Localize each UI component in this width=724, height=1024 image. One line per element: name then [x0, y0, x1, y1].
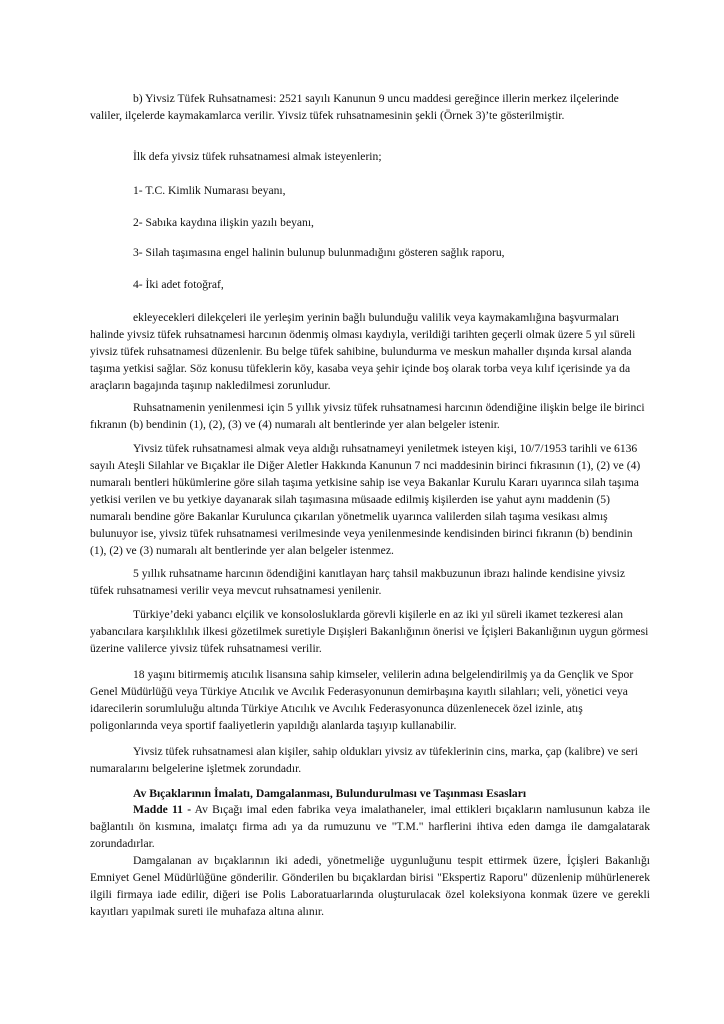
requirement-item-1 [133, 182, 693, 199]
requirement-item-3 [133, 244, 693, 261]
article-11 [90, 801, 650, 852]
paragraph-text: 18 yaşını bitirmemiş atıcılık lisansına sahip kimseler, velilerin adına belgelendirilmiş ya da Gençlik ve Spor Genel Müdürlüğü veya Türkiye Atıcılık ve Avcılık Federasyonunun demirbaşına kayıtlı silahları; veli, yönetici veya idarecilerin sorumluluğu altında Türkiye Atıcılık ve Avcılık Federasyonunca düzenlenecek özel izinle, atış poligonlarında veya sportif faaliyetlerin yapıldığı alanlarda taşıyıp kullanabilir. [90, 668, 634, 732]
paragraph-text: Ruhsatnamenin yenilenmesi için 5 yıllık yivsiz tüfek ruhsatnamesi harcının ödendiğine ilişkin belge ile birinci fıkranın (b) bendinin (1), (2), (3) ve (4) numaralı alt bentlerinde yer alan belgeler istenir. [90, 401, 645, 431]
section-heading [90, 785, 650, 802]
requirement-text: 4- İki adet fotoğraf, [133, 278, 224, 291]
paragraph-owners [90, 743, 650, 777]
paragraph-text: 5 yıllık ruhsatname harcının ödendiğini kanıtlayan harç tahsil makbuzunun ibrazı halinde kendisine yivsiz tüfek ruhsatnamesi verilir veya mevcut ruhsatnamesi yenilenir. [90, 567, 625, 597]
paragraph-text: Yivsiz tüfek ruhsatnamesi almak veya aldığı ruhsatnameyi yeniletmek isteyen kişi, 10/7/1953 tarihli ve 6136 sayılı Ateşli Silahlar ve Bıçaklar ile Diğer Aletler Hakkında Kanunun 7 nci maddesinin birinci fıkrasının (1), (2) ve (4) numaralı bentleri hükümlerine göre silah taşıma yetkisine sahip ise veya Bakanlar Kurulu Kararı uyarınca silah taşıma yetkisi verilen ve bu yetkiye dayanarak silah taşımasına müsaade edilmiş kişilerden ise yahut aynı maddenin (5) numaralı bendine göre Bakanlar Kurulunca çıkarılan yönetmelik uyarınca valilerden silah taşıma vesikası almış bulunuyor ise, yivsiz tüfek ruhsatnamesi verilmesinde veya yenilenmesinde kendisinden birinci fıkranın (b) bendinin (1), (2) ve (3) numaralı alt bentlerinde yer alan belgeler istenmez. [90, 442, 641, 557]
requirement-text: 1- T.C. Kimlik Numarası beyanı, [133, 184, 286, 197]
article-text: Av Bıçağı imal eden fabrika veya imalathaneler, imal ettikleri bıçakların namlusunun kabza ile bağlantılı ön kısmına, imalatçı firma adı ya da rumuzunu ve "T.M." harflerini ihtiva eden damga ile damgalatarak zorundadırlar. [90, 803, 650, 850]
requirement-text: 2- Sabıka kaydına ilişkin yazılı beyanı, [133, 216, 314, 229]
requirement-item-2 [133, 214, 693, 231]
requirement-item-4 [133, 276, 693, 293]
article-label: Madde 11 - [133, 803, 192, 816]
paragraph-text: ekleyecekleri dilekçeleri ile yerleşim yerinin bağlı bulunduğu valilik veya kaymakamlığına başvurmaları halinde yivsiz tüfek ruhsatnamesi harcının ödenmiş olması kaydıyla, verildiği tarihten geçerli olmak üzere 5 yıl süreli yivsiz tüfek ruhsatnamesi düzenlenir. Bu belge tüfek sahibine, bulundurma ve meskun mahaller dışında kırsal alanda taşıma yetkisi sağlar. Söz konusu tüfeklerin köy, kasaba veya şehir içinde boş olarak torba veya kılıf içerisinde ya da araçların bagajında taşınıp nakledilmesi zorunludur. [90, 311, 636, 392]
paragraph-6136 [90, 440, 650, 559]
paragraph-minors [90, 666, 650, 734]
paragraph-fee [90, 565, 650, 599]
article-paragraph [90, 801, 650, 852]
paragraph-text: Damgalanan av bıçaklarının iki adedi, yönetmeliğe uygunluğunu tespit ettirmek üzere, İçişleri Bakanlığı Emniyet Genel Müdürlüğüne gönderilir. Gönderilen bu bıçaklardan birisi "Ekspertiz Raporu" düzenlenip mühürlenerek ilgili firmaya iade edilir, diğeri ise Polis Laboratuarlarında oluşturulacak özel koleksiyona konmak üzere ve gerekli kayıtları yapılmak sureti ile muhafaza altına alınır. [90, 854, 650, 918]
paragraph-text: İlk defa yivsiz tüfek ruhsatnamesi almak isteyenlerin; [133, 150, 382, 163]
paragraph-text: Türkiye’deki yabancı elçilik ve konsolosluklarda görevli kişilerle en az iki yıl süreli ikamet tezkeresi alan yabancılara karşılıklılık ilkesi gözetilmek suretiyle Dışişleri Bakanlığının önerisi ve İçişleri Bakanlığının uygun görmesi üzerine valilerce yivsiz tüfek ruhsatnamesi verilir. [90, 608, 649, 655]
paragraph-text: b) Yivsiz Tüfek Ruhsatnamesi: 2521 sayılı Kanunun 9 uncu maddesi gereğince illerin merkez ilçelerinde valiler, ilçelerde kaymakamlarca verilir. Yivsiz tüfek ruhsatnamesinin şekli (Örnek 3)’te gösterilmiştir. [90, 92, 619, 122]
paragraph-b-section [90, 90, 650, 124]
requirement-text: 3- Silah taşımasına engel halinin bulunup bulunmadığını gösteren sağlık raporu, [133, 246, 505, 259]
paragraph-stamped [90, 852, 650, 920]
paragraph-renewal [90, 399, 650, 433]
paragraph-first-time [90, 148, 650, 165]
heading-text: Av Bıçaklarının İmalatı, Damgalanması, Bulundurulması ve Taşınması Esasları [133, 787, 527, 800]
paragraph-attach [90, 309, 650, 394]
paragraph-text: Yivsiz tüfek ruhsatnamesi alan kişiler, sahip oldukları yivsiz av tüfeklerinin cins, marka, çap (kalibre) ve seri numaralarını belgelerine işletmek zorundadır. [90, 745, 638, 775]
paragraph-foreign [90, 606, 650, 657]
